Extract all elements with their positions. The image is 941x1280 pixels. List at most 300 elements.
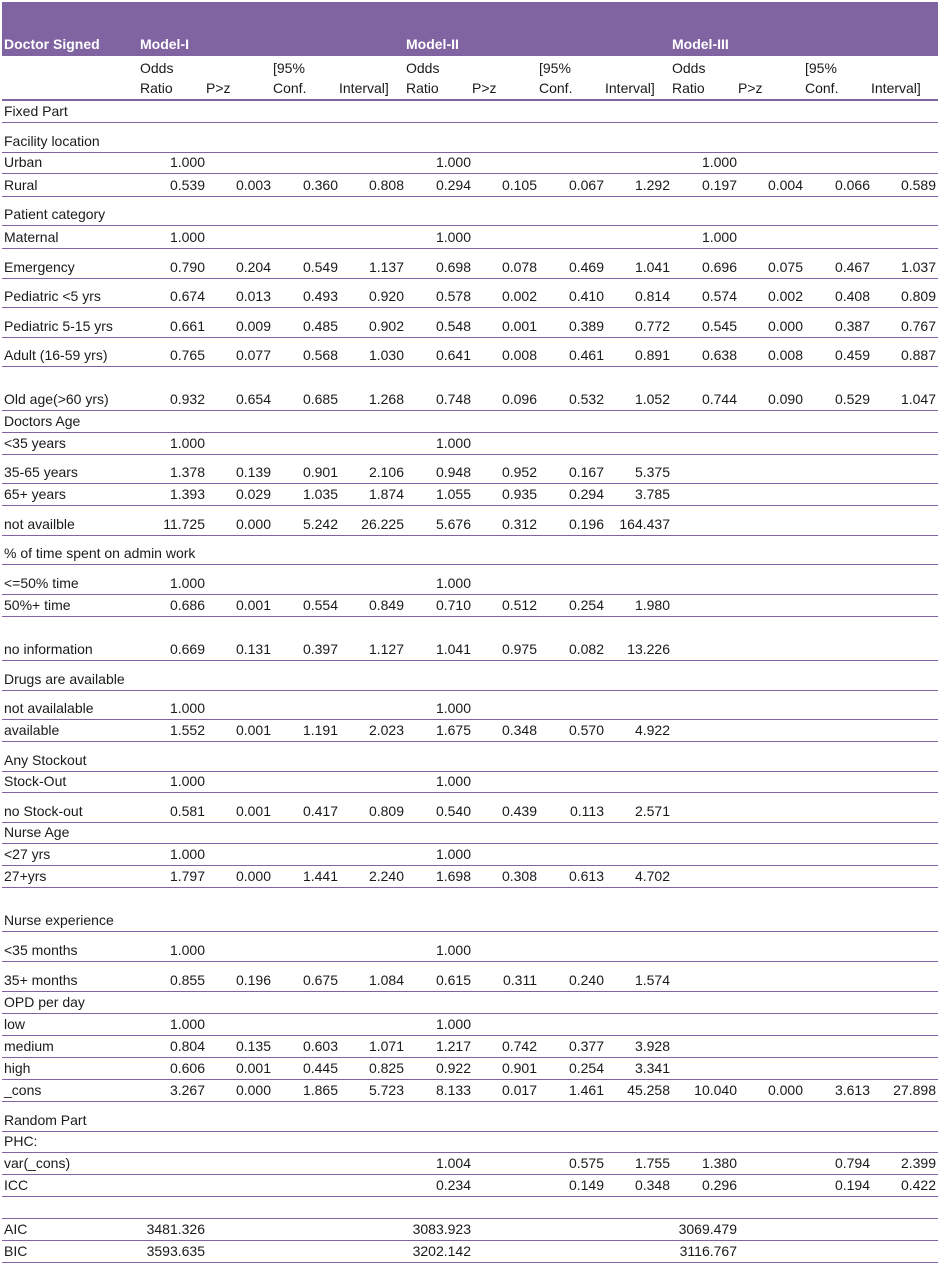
table-row — [2, 1175, 938, 1197]
table-row — [2, 1197, 938, 1219]
row-label: AIC — [4, 1221, 28, 1237]
table-cell: 0.131 — [235, 641, 271, 657]
subheader-line1-col-0-model-1: Odds — [140, 60, 174, 76]
table-cell: 1.000 — [435, 1016, 471, 1032]
table-cell: 0.197 — [701, 177, 737, 193]
subheader-line2-col-3-model-1: Interval] — [339, 80, 389, 96]
table-cell: 3116.767 — [679, 1243, 737, 1259]
table-cell: 0.891 — [634, 347, 670, 363]
table-row — [2, 536, 938, 565]
table-cell: 0.549 — [302, 259, 338, 275]
table-cell: 3.928 — [634, 1038, 670, 1054]
row-label: 65+ years — [4, 486, 66, 502]
table-header — [2, 2, 938, 56]
table-cell: 0.615 — [435, 972, 471, 988]
table-cell: 1.030 — [368, 347, 404, 363]
model-3-header: Model-III — [672, 36, 729, 52]
row-label: 27+yrs — [4, 868, 47, 884]
table-cell: 0.139 — [235, 464, 271, 480]
table-body — [2, 101, 938, 1263]
table-cell: 0.975 — [501, 641, 537, 657]
table-row — [2, 595, 938, 617]
regression-table — [2, 2, 938, 1263]
table-cell: 1.004 — [435, 1155, 471, 1171]
subheader-line2-col-0-model-2: Ratio — [406, 80, 439, 96]
table-cell: 0.578 — [435, 288, 471, 304]
table-cell: 0.674 — [169, 288, 205, 304]
model-2-header: Model-II — [406, 36, 459, 52]
table-row — [2, 338, 938, 367]
table-row — [2, 197, 938, 226]
table-cell: 0.887 — [900, 347, 936, 363]
table-cell: 0.254 — [568, 597, 604, 613]
table-cell: 0.001 — [235, 1060, 271, 1076]
table-cell: 2.023 — [368, 722, 404, 738]
table-cell: 1.000 — [169, 1016, 205, 1032]
table-row — [2, 1153, 938, 1175]
subheader-line2-col-0-model-1: Ratio — [140, 80, 173, 96]
row-label: Drugs are available — [4, 671, 125, 687]
table-cell: 1.127 — [368, 641, 404, 657]
table-cell: 0.294 — [435, 177, 471, 193]
table-cell: 3.785 — [634, 486, 670, 502]
subheader-line1-col-2-model-2: [95% — [539, 60, 571, 76]
table-cell: 0.548 — [435, 318, 471, 334]
table-cell: 10.040 — [694, 1082, 737, 1098]
row-label: no information — [4, 641, 93, 657]
table-cell: 0.417 — [302, 803, 338, 819]
row-label: Rural — [4, 177, 38, 193]
table-cell: 1.380 — [701, 1155, 737, 1171]
table-cell: 0.001 — [235, 803, 271, 819]
row-label: Adult (16-59 yrs) — [4, 347, 108, 363]
table-row — [2, 617, 938, 661]
table-cell: 1.000 — [435, 154, 471, 170]
table-cell: 0.000 — [767, 318, 803, 334]
row-label: Patient category — [4, 206, 106, 222]
row-label: Pediatric 5-15 yrs — [4, 318, 113, 334]
table-row — [2, 279, 938, 308]
table-cell: 1.268 — [368, 391, 404, 407]
table-cell: 2.571 — [634, 803, 670, 819]
table-cell: 13.226 — [627, 641, 670, 657]
table-row — [2, 1219, 938, 1241]
row-label: Maternal — [4, 229, 59, 245]
table-cell: 0.196 — [235, 972, 271, 988]
table-cell: 1.461 — [568, 1082, 604, 1098]
row-label: Emergency — [4, 259, 75, 275]
table-cell: 0.809 — [900, 288, 936, 304]
table-cell: 0.234 — [435, 1177, 471, 1193]
table-cell: 0.196 — [568, 516, 604, 532]
table-cell: 0.710 — [435, 597, 471, 613]
table-cell: 0.000 — [235, 868, 271, 884]
table-cell: 0.009 — [235, 318, 271, 334]
subheader-line2-col-2-model-2: Conf. — [539, 80, 573, 96]
table-cell: 0.613 — [568, 868, 604, 884]
table-cell: 0.422 — [900, 1177, 936, 1193]
table-cell: 0.008 — [501, 347, 537, 363]
table-cell: 3593.635 — [146, 1243, 205, 1259]
table-cell: 0.445 — [302, 1060, 338, 1076]
table-cell: 0.932 — [169, 391, 205, 407]
table-cell: 0.029 — [235, 486, 271, 502]
table-cell: 0.348 — [634, 1177, 670, 1193]
table-cell: 0.512 — [501, 597, 537, 613]
table-cell: 0.066 — [834, 177, 870, 193]
row-label: Fixed Part — [4, 103, 68, 119]
table-cell: 0.003 — [235, 177, 271, 193]
table-cell: 3481.326 — [146, 1221, 205, 1237]
table-cell: 1.191 — [302, 722, 338, 738]
row-label: _cons — [4, 1082, 42, 1098]
table-cell: 0.204 — [235, 259, 271, 275]
table-cell: 1.217 — [435, 1038, 471, 1054]
row-label: Random Part — [4, 1112, 87, 1128]
table-cell: 164.437 — [619, 516, 670, 532]
table-cell: 0.902 — [368, 318, 404, 334]
table-cell: 1.552 — [169, 722, 205, 738]
row-label: Doctors Age — [4, 413, 81, 429]
table-cell: 0.539 — [169, 177, 205, 193]
row-label: Facility location — [4, 133, 100, 149]
table-cell: 0.589 — [900, 177, 936, 193]
table-cell: 0.167 — [568, 464, 604, 480]
table-cell: 1.000 — [435, 700, 471, 716]
table-cell: 0.554 — [302, 597, 338, 613]
table-cell: 0.348 — [501, 722, 537, 738]
subheader-line1-col-0-model-3: Odds — [672, 60, 706, 76]
table-cell: 0.790 — [169, 259, 205, 275]
table-row — [2, 455, 938, 484]
row-label-header: Doctor Signed — [4, 36, 100, 52]
table-cell: 1.071 — [368, 1038, 404, 1054]
table-cell: 0.545 — [701, 318, 737, 334]
table-cell: 5.375 — [634, 464, 670, 480]
table-cell: 0.493 — [302, 288, 338, 304]
table-cell: 0.001 — [235, 597, 271, 613]
table-cell: 0.540 — [435, 803, 471, 819]
table-cell: 0.105 — [501, 177, 537, 193]
table-row — [2, 1241, 938, 1263]
row-label: 50%+ time — [4, 597, 71, 613]
table-cell: 0.001 — [501, 318, 537, 334]
table-cell: 0.748 — [435, 391, 471, 407]
table-cell: 0.149 — [568, 1177, 604, 1193]
table-cell: 5.676 — [435, 516, 471, 532]
table-cell: 1.000 — [169, 700, 205, 716]
table-cell: 0.772 — [634, 318, 670, 334]
table-cell: 3.267 — [169, 1082, 205, 1098]
row-label: var(_cons) — [4, 1155, 71, 1171]
table-cell: 0.294 — [568, 486, 604, 502]
table-cell: 1.675 — [435, 722, 471, 738]
table-row — [2, 367, 938, 411]
table-cell: 0.308 — [501, 868, 537, 884]
table-cell: 1.000 — [435, 942, 471, 958]
table-cell: 0.849 — [368, 597, 404, 613]
table-cell: 1.000 — [169, 575, 205, 591]
table-cell: 0.742 — [501, 1038, 537, 1054]
row-label: available — [4, 722, 60, 738]
subheader-line2-col-0-model-3: Ratio — [672, 80, 705, 96]
table-row — [2, 249, 938, 279]
table-cell: 1.000 — [169, 229, 205, 245]
table-row — [2, 844, 938, 866]
table-cell: 0.312 — [501, 516, 537, 532]
row-label: Pediatric <5 yrs — [4, 288, 101, 304]
subheader-line1-col-2-model-1: [95% — [273, 60, 305, 76]
table-cell: 0.000 — [235, 1082, 271, 1098]
table-cell: 1.378 — [169, 464, 205, 480]
table-cell: 0.135 — [235, 1038, 271, 1054]
table-cell: 1.000 — [169, 154, 205, 170]
table-cell: 1.035 — [302, 486, 338, 502]
table-row — [2, 823, 938, 844]
table-cell: 0.794 — [834, 1155, 870, 1171]
table-cell: 0.574 — [701, 288, 737, 304]
row-label: OPD per day — [4, 994, 85, 1010]
table-cell: 0.686 — [169, 597, 205, 613]
table-cell: 0.377 — [568, 1038, 604, 1054]
table-cell: 3069.479 — [678, 1221, 737, 1237]
table-cell: 0.529 — [834, 391, 870, 407]
table-row — [2, 123, 938, 153]
table-cell: 8.133 — [435, 1082, 471, 1098]
row-label: <27 yrs — [4, 846, 51, 862]
table-cell: 0.696 — [701, 259, 737, 275]
table-cell: 0.194 — [834, 1177, 870, 1193]
table-cell: 0.078 — [501, 259, 537, 275]
row-label: Nurse Age — [4, 824, 70, 840]
table-cell: 4.702 — [634, 868, 670, 884]
table-cell: 1.874 — [368, 486, 404, 502]
subheader-line2-col-3-model-3: Interval] — [871, 80, 921, 96]
table-cell: 0.096 — [501, 391, 537, 407]
table-cell: 0.387 — [834, 318, 870, 334]
row-label: no Stock-out — [4, 803, 83, 819]
table-cell: 0.459 — [834, 347, 870, 363]
table-cell: 0.814 — [634, 288, 670, 304]
table-cell: 0.638 — [701, 347, 737, 363]
row-label: ICC — [4, 1177, 29, 1193]
table-cell: 0.240 — [568, 972, 604, 988]
table-row — [2, 1036, 938, 1058]
table-cell: 0.922 — [435, 1060, 471, 1076]
row-label: <=50% time — [4, 575, 79, 591]
table-cell: 3.613 — [834, 1082, 870, 1098]
table-row — [2, 226, 938, 249]
table-cell: 0.825 — [368, 1060, 404, 1076]
table-cell: 1.000 — [169, 435, 205, 451]
table-row — [2, 1014, 938, 1036]
table-cell: 0.575 — [568, 1155, 604, 1171]
row-label: low — [4, 1016, 26, 1032]
row-label: high — [4, 1060, 31, 1076]
table-cell: 2.106 — [368, 464, 404, 480]
table-cell: 0.920 — [368, 288, 404, 304]
table-cell: 0.017 — [501, 1082, 537, 1098]
table-cell: 0.698 — [435, 259, 471, 275]
table-cell: 1.084 — [368, 972, 404, 988]
table-cell: 1.698 — [435, 868, 471, 884]
table-row — [2, 484, 938, 506]
table-cell: 3.341 — [634, 1060, 670, 1076]
table-cell: 27.898 — [893, 1082, 936, 1098]
table-cell: 0.360 — [302, 177, 338, 193]
table-cell: 26.225 — [361, 516, 404, 532]
table-cell: 0.082 — [568, 641, 604, 657]
table-cell: 0.311 — [503, 972, 537, 988]
table-cell: 1.055 — [435, 486, 471, 502]
table-cell: 0.901 — [501, 1060, 537, 1076]
table-cell: 0.804 — [169, 1038, 205, 1054]
table-cell: 1.000 — [435, 435, 471, 451]
table-row — [2, 174, 938, 197]
table-cell: 0.581 — [169, 803, 205, 819]
table-cell: 3083.923 — [412, 1221, 471, 1237]
table-cell: 45.258 — [627, 1082, 670, 1098]
table-cell: 0.004 — [767, 177, 803, 193]
table-cell: 0.532 — [568, 391, 604, 407]
table-cell: 1.137 — [368, 259, 404, 275]
subheader-line2-col-1-model-1: P>z — [206, 80, 231, 96]
table-row — [2, 742, 938, 772]
row-label: PHC: — [4, 1133, 38, 1149]
table-cell: 0.389 — [568, 318, 604, 334]
table-row — [2, 932, 938, 962]
table-row — [2, 720, 938, 742]
table-row — [2, 411, 938, 433]
table-cell: 0.809 — [368, 803, 404, 819]
table-cell: 0.641 — [435, 347, 471, 363]
table-cell: 0.397 — [302, 641, 338, 657]
table-cell: 0.254 — [568, 1060, 604, 1076]
table-row — [2, 433, 938, 455]
model-1-header: Model-I — [140, 36, 189, 52]
table-row — [2, 565, 938, 595]
table-cell: 1.393 — [169, 486, 205, 502]
table-row — [2, 866, 938, 888]
table-cell: 1.047 — [900, 391, 936, 407]
table-cell: 0.077 — [235, 347, 271, 363]
table-cell: 2.399 — [900, 1155, 936, 1171]
row-label: Urban — [4, 154, 43, 170]
table-cell: 1.000 — [169, 942, 205, 958]
table-cell: 1.441 — [302, 868, 338, 884]
table-cell: 5.723 — [368, 1082, 404, 1098]
table-cell: 0.685 — [302, 391, 338, 407]
table-cell: 3202.142 — [412, 1243, 471, 1259]
row-label: Any Stockout — [4, 752, 87, 768]
table-cell: 0.675 — [302, 972, 338, 988]
table-cell: 0.469 — [568, 259, 604, 275]
table-cell: 1.000 — [701, 154, 737, 170]
table-cell: 1.000 — [169, 846, 205, 862]
table-cell: 4.922 — [634, 722, 670, 738]
subheader-line1-col-0-model-2: Odds — [406, 60, 440, 76]
table-cell: 0.767 — [900, 318, 936, 334]
subheader-line2-col-1-model-2: P>z — [472, 80, 497, 96]
table-cell: 0.002 — [501, 288, 537, 304]
table-cell: 0.855 — [169, 972, 205, 988]
table-cell: 1.000 — [169, 773, 205, 789]
table-row — [2, 992, 938, 1014]
table-cell: 0.570 — [568, 722, 604, 738]
table-cell: 0.603 — [302, 1038, 338, 1054]
subheader-line2-col-3-model-2: Interval] — [605, 80, 655, 96]
table-cell: 1.041 — [634, 259, 670, 275]
table-cell: 1.000 — [435, 773, 471, 789]
table-cell: 0.113 — [570, 803, 604, 819]
row-label: <35 months — [4, 942, 78, 958]
subheader-line2-col-1-model-3: P>z — [738, 80, 763, 96]
subheader-line2-col-2-model-1: Conf. — [273, 80, 307, 96]
table-cell: 0.901 — [302, 464, 338, 480]
table-cell: 0.439 — [501, 803, 537, 819]
table-cell: 0.765 — [169, 347, 205, 363]
table-cell: 0.467 — [834, 259, 870, 275]
table-cell: 1.037 — [900, 259, 936, 275]
table-cell: 1.797 — [169, 868, 205, 884]
table-cell: 0.296 — [701, 1177, 737, 1193]
table-cell: 1.865 — [302, 1082, 338, 1098]
table-row — [2, 506, 938, 536]
table-row — [2, 1058, 938, 1080]
table-cell: 0.410 — [568, 288, 604, 304]
row-label: <35 years — [4, 435, 66, 451]
table-row — [2, 772, 938, 793]
table-cell: 1.980 — [634, 597, 670, 613]
table-row — [2, 661, 938, 691]
row-label: % of time spent on admin work — [4, 545, 196, 561]
table-cell: 0.008 — [767, 347, 803, 363]
table-row — [2, 1102, 938, 1132]
table-cell: 0.952 — [501, 464, 537, 480]
table-cell: 1.052 — [634, 391, 670, 407]
table-cell: 0.935 — [501, 486, 537, 502]
table-cell: 5.242 — [302, 516, 338, 532]
table-cell: 0.568 — [302, 347, 338, 363]
table-row — [2, 153, 938, 174]
table-cell: 0.067 — [568, 177, 604, 193]
table-cell: 0.485 — [302, 318, 338, 334]
table-row — [2, 1080, 938, 1102]
table-cell: 0.669 — [169, 641, 205, 657]
table-row — [2, 888, 938, 932]
row-label: Old age(>60 yrs) — [4, 391, 109, 407]
row-label: not availble — [4, 516, 75, 532]
row-label: not availalable — [4, 700, 94, 716]
row-label: medium — [4, 1038, 54, 1054]
table-cell: 1.000 — [701, 229, 737, 245]
row-label: BIC — [4, 1243, 28, 1259]
table-cell: 0.000 — [235, 516, 271, 532]
table-cell: 1.000 — [435, 229, 471, 245]
table-cell: 0.606 — [169, 1060, 205, 1076]
table-cell: 1.000 — [435, 846, 471, 862]
table-row — [2, 691, 938, 720]
row-label: Nurse experience — [4, 912, 114, 928]
subheader-line2-col-2-model-3: Conf. — [805, 80, 839, 96]
table-row — [2, 308, 938, 338]
table-cell: 1.041 — [435, 641, 471, 657]
subheader-line1-col-2-model-3: [95% — [805, 60, 837, 76]
table-cell: 0.001 — [235, 722, 271, 738]
table-cell: 0.090 — [767, 391, 803, 407]
table-cell: 1.292 — [634, 177, 670, 193]
table-cell: 0.408 — [834, 288, 870, 304]
